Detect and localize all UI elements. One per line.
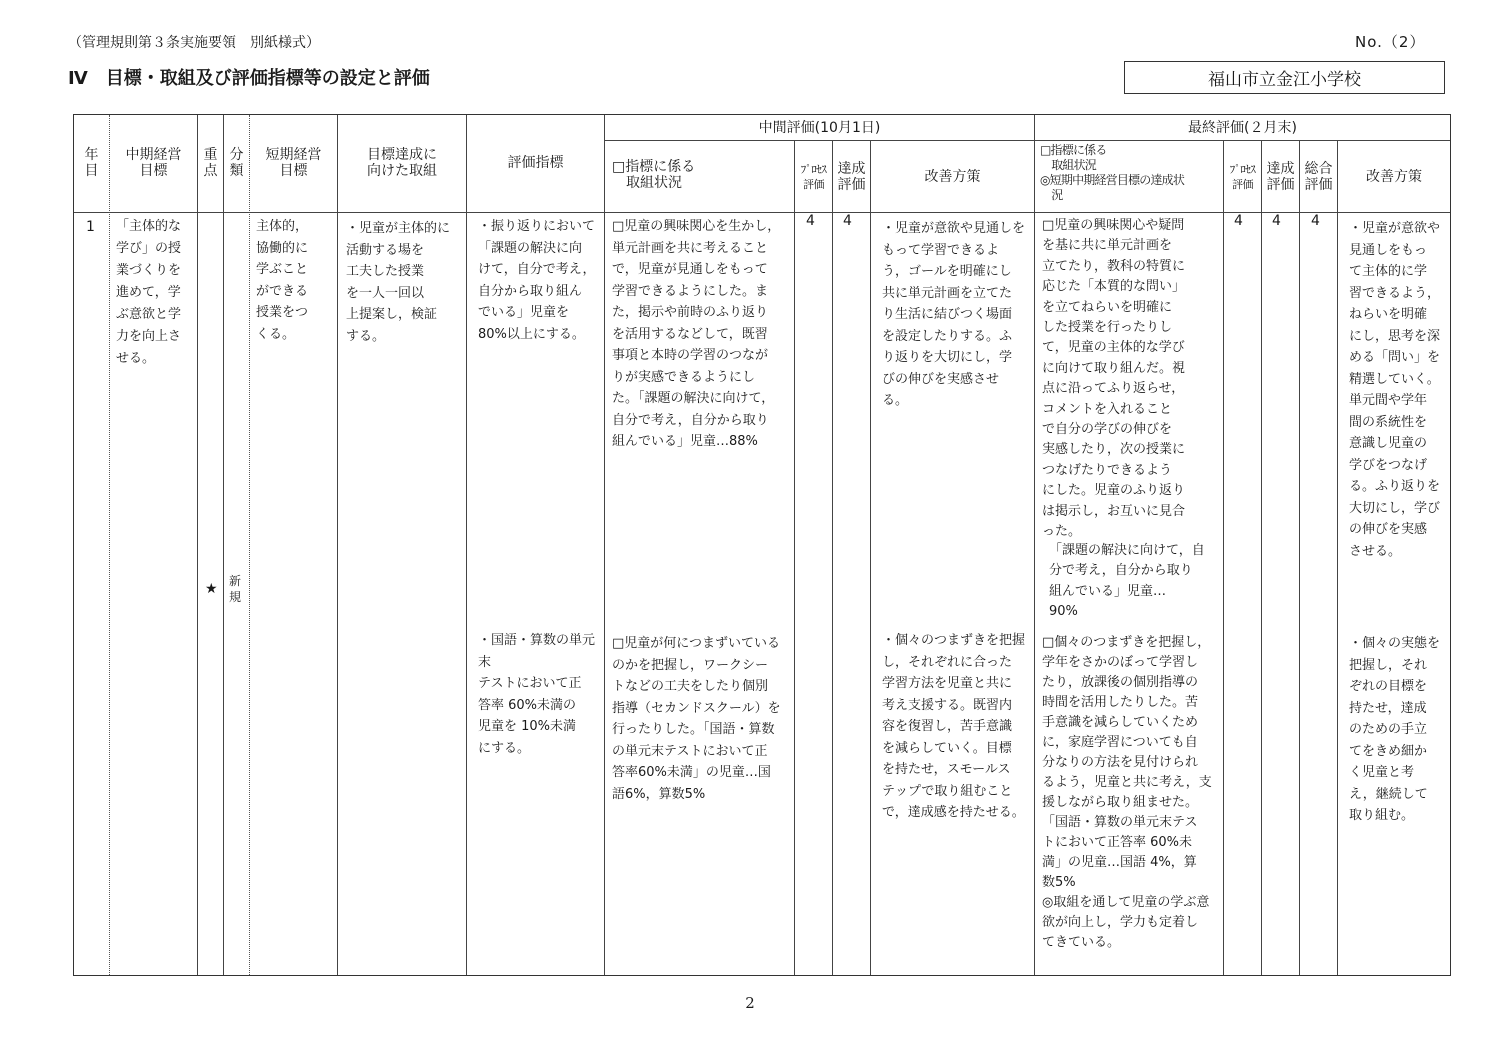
- col-divider: [604, 115, 605, 975]
- header-mid-goal: 中期経営 目標: [125, 147, 182, 179]
- cell-interim-improve-1: ・児童が意欲や見通しを もって学習できるよ う，ゴールを明確にし 共に単元計画を立てた り生活に結びつく場面 を設定したりする。ふ り返りを大切にし，学 びの伸びを実感させ る。: [882, 221, 1026, 408]
- cell-interim-achieve-1: 4: [843, 213, 852, 229]
- cell-mid-goal: 「主体的な 学び」の授 業づくりを 進めて，学 ぶ意欲と学 力を向上さ せる。: [116, 219, 182, 366]
- cell-final-overall-1: 4: [1311, 213, 1320, 229]
- header-year: 年 目: [84, 147, 99, 179]
- school-name: 福山市立金江小学校: [1208, 70, 1361, 90]
- col-divider: [1337, 140, 1338, 975]
- row-divider: [74, 212, 1450, 213]
- section-title: Ⅳ 目標・取組及び評価指標等の設定と評価: [68, 68, 430, 89]
- header-priority: 重 点: [203, 147, 218, 179]
- evaluation-table: [73, 114, 1451, 976]
- header-initiatives: 目標達成に 向けた取組: [367, 147, 437, 179]
- header-final-achieve: 達成 評価: [1266, 161, 1295, 193]
- col-divider: [249, 115, 250, 975]
- page-number-label: No.（2）: [1355, 33, 1426, 51]
- cell-final-improve-1: ・児童が意欲や 見通しをもっ て主体的に学 習できるよう， ねらいを明確 にし，思考を深 める「問い」を 精選していく。 単元間や学年 間の系統性を 意識し児童の 学びをつなげ る。ふり返りを 大切にし，学び の伸びを実感 させる。: [1349, 221, 1441, 559]
- cell-final-status-1a: □児童の興味関心や疑問 を基に共に単元計画を 立てたり，教科の特質に 応じた「本質的な問い」 を立てねらいを明確に した授業を行ったりし て，児童の主体的な学び に向けて取り組んだ。視 点に沿ってふり返らせ， コメントを入れること で自分の学びの伸びを 実感したり，次の授業に つなげたりできるよう にした。児童のふり返り は掲示し，お互いに見合 った。: [1042, 218, 1186, 540]
- cell-final-achieve-1: 4: [1272, 213, 1281, 229]
- col-divider: [223, 115, 224, 975]
- cell-final-status-1b: 「課題の解決に向けて，自 分で考え，自分から取り 組んでいる」児童… 90%: [1049, 543, 1205, 620]
- col-divider: [1299, 140, 1300, 975]
- cell-interim-status-1: □児童の興味関心を生かし， 単元計画を共に考えること で，児童が見通しをもって 学習できるようにした。ま た，掲示や前時のふり返り を活用するなどして，既習 事項と本時の学習のつなが りが実感できるようにし た。「課題の解決に向けて， 自分で考え，自分から取り 組んでいる」児童…88%: [612, 219, 781, 449]
- cell-priority-star: ★: [205, 581, 218, 597]
- header-final-improve: 改善方策: [1366, 169, 1422, 185]
- col-divider: [794, 140, 795, 975]
- col-divider: [337, 115, 338, 975]
- header-interim-status: □指標に係る 取組状況: [612, 159, 696, 191]
- cell-interim-process-1: 4: [806, 213, 815, 229]
- school-name-box: [1124, 61, 1445, 94]
- header-interim-process: ﾌﾟﾛｾｽ 評価: [800, 163, 827, 191]
- cell-initiatives: ・児童が主体的に 活動する場を 工夫した授業 を一人一回以 上提案し，検証 する。: [346, 221, 451, 344]
- col-divider: [870, 140, 871, 975]
- header-final-overall: 総合 評価: [1304, 161, 1333, 193]
- col-divider: [832, 140, 833, 975]
- cell-final-process-1: 4: [1234, 213, 1243, 229]
- cell-short-goal: 主体的， 協働的に 学ぶこと ができる 授業をつ くる。: [256, 219, 309, 342]
- col-divider: [1261, 140, 1262, 975]
- footer-page-number: 2: [745, 994, 755, 1012]
- row-divider: [604, 140, 1450, 141]
- header-category: 分 類: [229, 147, 244, 179]
- cell-indicator-2: ・国語・算数の単元末 テストにおいて正 答率 60%未満の 児童を 10%未満 にする。: [478, 633, 596, 756]
- cell-year: 1: [86, 219, 95, 235]
- header-final-status: □指標に係る 取組状況 ◎短期中期経営目標の達成状 況: [1040, 143, 1185, 202]
- cell-interim-improve-2: ・個々のつまずきを把握 し，それぞれに合った 学習方法を児童と共に 考え支援する。既習内 容を復習し，苦手意識 を減らしていく。目標 を持たせ，スモールス テップで取り組むこと で，達成感を持たせる。: [882, 633, 1026, 820]
- cell-category: 新 規: [229, 574, 242, 604]
- header-interim-achieve: 達成 評価: [837, 161, 866, 193]
- col-divider: [1034, 115, 1035, 975]
- col-divider: [109, 115, 110, 975]
- header-interim-improve: 改善方策: [924, 169, 981, 185]
- header-final-group: 最終評価(２月末): [1188, 120, 1297, 136]
- cell-indicator-1: ・振り返りにおいて 「課題の解決に向 けて，自分で考え， 自分から取り組ん でいる」児童を 80%以上にする。: [478, 219, 596, 342]
- cell-final-improve-2: ・個々の実態を 把握し，それ ぞれの目標を 持たせ，達成 のための手立 てをきめ細か く児童と考 え，継続して 取り組む。: [1349, 636, 1441, 823]
- cell-interim-status-2: □児童が何につまずいている のかを把握し，ワークシー トなどの工夫をしたり個別 指導（セカンドスクール）を 行ったりした。「国語・算数 の単元末テストにおいて正 答率60%未満」の児童…国 語6%，算数5%: [612, 636, 781, 802]
- col-divider: [466, 115, 467, 975]
- header-interim-group: 中間評価(10月1日): [758, 120, 881, 136]
- header-final-process: ﾌﾟﾛｾｽ 評価: [1229, 163, 1256, 191]
- header-indicator: 評価指標: [507, 155, 564, 171]
- form-note: （管理規則第３条実施要領 別紙様式）: [68, 35, 320, 51]
- cell-final-status-2: □個々のつまずきを把握し， 学年をさかのぼって学習し たり，放課後の個別指導の 時間を活用したりした。苦 手意識を減らしていくため に，家庭学習についても自 分なりの方法を見付けられ るよう，児童と共に考え，支 援しながら取り組ませた。 「国語・算数の単元末テス トにおいて正答率 60%未 満」の児童…国語 4%，算 数5% ◎取組を通して児童の学ぶ意 欲が向上し，学力も定着し てきている。: [1042, 635, 1212, 950]
- col-divider: [1223, 140, 1224, 975]
- col-divider: [197, 115, 198, 975]
- header-short-goal: 短期経営 目標: [265, 147, 322, 179]
